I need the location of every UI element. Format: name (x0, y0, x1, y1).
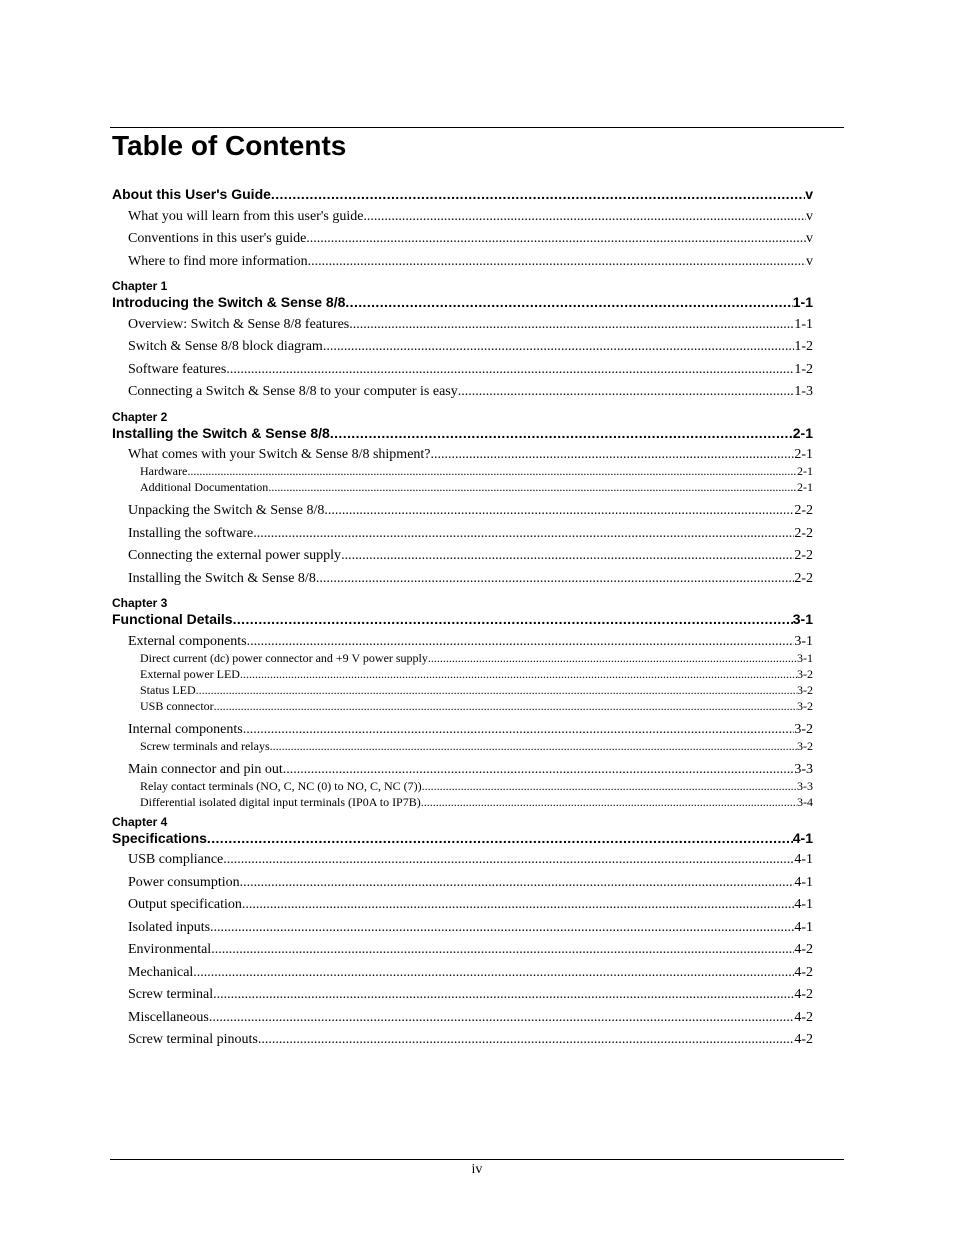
toc-entry-title: Output specification (128, 897, 242, 912)
toc-page-number: 2-1 (794, 447, 813, 462)
toc-entry-title: Conventions in this user's guide (128, 231, 307, 246)
toc-entry-title: Overview: Switch & Sense 8/8 features (128, 316, 350, 332)
dot-leader (243, 721, 795, 739)
toc-page-number: 3-1 (797, 650, 813, 665)
toc-entry-title: Software features (128, 361, 227, 377)
toc-entry-title: What comes with your Switch & Sense 8/8 shipment? (128, 447, 431, 462)
dot-leader (421, 795, 797, 810)
toc-entry-title: What you will learn from this user's guide (128, 208, 364, 224)
toc-page-number: 3-3 (797, 778, 813, 793)
toc-section-entry[interactable] (128, 1031, 813, 1049)
toc-entry-title: Specifications (112, 829, 207, 846)
toc-section-entry[interactable] (128, 253, 813, 271)
toc-entry-title: USB connector (140, 698, 214, 713)
toc-chapter-entry[interactable] (112, 829, 813, 847)
toc-page-number: 2-2 (794, 525, 813, 541)
toc-page-number: v (806, 208, 813, 224)
dot-leader (209, 1009, 794, 1027)
toc-section-entry[interactable] (128, 633, 813, 651)
toc-section-entry[interactable] (128, 502, 813, 520)
toc-section-entry[interactable] (128, 1009, 813, 1027)
dot-leader (193, 964, 794, 982)
toc-subsection-entry[interactable] (140, 779, 813, 794)
toc-page-number: 3-2 (797, 698, 813, 713)
toc-entry-title: Switch & Sense 8/8 block diagram (128, 339, 323, 354)
toc-page-number: 3-2 (797, 738, 813, 753)
toc-chapter-entry[interactable] (112, 185, 813, 203)
toc-entry-title: About this User's Guide (112, 186, 271, 202)
toc-entry-title: External components (128, 633, 247, 649)
toc-page-number: 4-1 (794, 897, 813, 912)
toc-page-number: 1-1 (794, 316, 813, 332)
toc-entry-title: Differential isolated digital input terminals (IP0A to IP7B) (140, 794, 421, 809)
toc-section-entry[interactable] (128, 316, 813, 334)
toc-entry-title: Connecting a Switch & Sense 8/8 to your computer is easy (128, 384, 458, 399)
toc-page-number: 2-1 (797, 480, 813, 494)
toc-section-entry[interactable] (128, 547, 813, 565)
dot-leader (196, 683, 797, 698)
toc-page-number: 3-2 (797, 666, 813, 681)
toc-subsection-entry[interactable] (140, 651, 813, 666)
dot-leader (271, 185, 805, 203)
toc-page-number: 4-2 (794, 964, 813, 980)
toc-page-number: 3-1 (792, 611, 813, 627)
toc-entry-title: Direct current (dc) power connector and +9 V power supply (140, 650, 428, 665)
toc-entry-title: Screw terminals and relays (140, 738, 270, 753)
toc-entry-title: Hardware (140, 464, 188, 478)
toc-page-number: 4-2 (794, 987, 813, 1002)
dot-leader (242, 896, 794, 914)
toc-entry-title: Installing the Switch & Sense 8/8 (112, 424, 330, 441)
toc-entry-title: USB compliance (128, 852, 224, 867)
toc-entry-title: Connecting the external power supply (128, 548, 342, 563)
page-title: Table of Contents (112, 130, 347, 161)
toc-entry-title: Mechanical (128, 964, 194, 980)
toc-entry-title: Relay contact terminals (NO, C, NC (0) to NO, C, NC (7)) (140, 778, 422, 793)
dot-leader (306, 230, 806, 248)
dot-leader (210, 919, 794, 937)
toc-chapter-entry[interactable] (112, 424, 813, 442)
toc-entry-title: Miscellaneous (128, 1009, 209, 1025)
toc-page-number: 1-1 (792, 294, 813, 310)
toc-page-number: 1-3 (794, 384, 813, 399)
dot-leader (214, 699, 797, 714)
toc-page-number: 3-1 (794, 633, 813, 649)
toc-entry-title: External power LED (140, 666, 240, 681)
dot-leader (187, 464, 797, 479)
toc-chapter-entry[interactable] (112, 293, 813, 311)
toc-section-entry[interactable] (128, 230, 813, 248)
footer-rule (110, 1159, 844, 1160)
toc-page-number: 2-2 (794, 548, 813, 563)
toc-entry-title: Unpacking the Switch & Sense 8/8 (128, 503, 325, 518)
toc-section-entry[interactable] (128, 446, 813, 464)
toc-entry-title: Introducing the Switch & Sense 8/8 (112, 294, 346, 310)
dot-leader (247, 633, 795, 651)
toc-subsection-entry[interactable] (140, 739, 813, 754)
toc-page-number: v (806, 253, 813, 269)
toc-subsection-entry[interactable] (140, 683, 813, 698)
toc-entry-title: Isolated inputs (128, 919, 211, 935)
chapter-label: Chapter 1 (112, 279, 168, 293)
toc-entry-title: Status LED (140, 682, 196, 697)
chapter-label: Chapter 4 (112, 814, 168, 829)
toc-page-number: 4-1 (794, 874, 813, 890)
dot-leader (422, 779, 797, 794)
dot-leader (323, 338, 795, 356)
toc-entry-title: Where to find more information (128, 253, 308, 269)
toc-subsection-entry[interactable] (140, 480, 813, 495)
toc-section-entry[interactable] (128, 896, 813, 914)
page-number: iv (471, 1162, 483, 1177)
dot-leader (233, 610, 793, 628)
toc-entry-title: Environmental (128, 942, 212, 957)
dot-leader (268, 480, 797, 495)
dot-leader (428, 651, 797, 666)
toc-section-entry[interactable] (128, 208, 813, 226)
toc-page-number: 4-1 (792, 829, 813, 846)
dot-leader (223, 851, 794, 869)
toc-entry-title: Installing the software (128, 525, 254, 541)
dot-leader (349, 316, 794, 334)
dot-leader (270, 739, 797, 754)
toc-section-entry[interactable] (128, 338, 813, 356)
toc-page-number: 3-2 (794, 721, 813, 737)
toc-section-entry[interactable] (128, 986, 813, 1004)
toc-entry-title: Screw terminal (128, 987, 214, 1002)
toc-page-number: 4-2 (794, 1032, 813, 1047)
dot-leader (283, 761, 795, 779)
toc-section-entry[interactable] (128, 851, 813, 869)
toc-page-number: 3-2 (797, 682, 813, 697)
toc-subsection-entry[interactable] (140, 795, 813, 810)
toc-section-entry[interactable] (128, 570, 813, 588)
dot-leader (226, 361, 794, 379)
dot-leader (240, 874, 795, 892)
dot-leader (458, 383, 795, 401)
toc-page-number: 4-2 (794, 1009, 813, 1025)
toc-page-number: 3-3 (794, 761, 813, 777)
toc-subsection-entry[interactable] (140, 464, 813, 479)
toc-page-number: 4-1 (794, 852, 813, 867)
toc-subsection-entry[interactable] (140, 699, 813, 714)
toc-page-number: 4-1 (794, 919, 813, 935)
toc-section-entry[interactable] (128, 721, 813, 739)
dot-leader (240, 667, 797, 682)
toc-page-number: 2-2 (794, 503, 813, 518)
dot-leader (363, 208, 806, 226)
toc-page-number: 1-2 (794, 339, 813, 354)
toc-section-entry[interactable] (128, 964, 813, 982)
dot-leader (308, 253, 806, 271)
dot-leader (345, 293, 792, 311)
toc-entry-title: Internal components (128, 721, 243, 737)
toc-section-entry[interactable] (128, 525, 813, 543)
dot-leader (253, 525, 794, 543)
toc-entry-title: Functional Details (112, 611, 233, 627)
toc-page-number: 1-2 (794, 361, 813, 377)
toc-section-entry[interactable] (128, 761, 813, 779)
dot-leader (330, 424, 793, 442)
toc-page-number: 2-1 (797, 464, 813, 478)
dot-leader (207, 829, 793, 847)
dot-leader (213, 986, 794, 1004)
toc-entry-title: Screw terminal pinouts (128, 1032, 258, 1047)
chapter-label: Chapter 2 (112, 409, 168, 424)
toc-page-number: 4-2 (794, 942, 813, 957)
dot-leader (324, 502, 794, 520)
toc-entry-title: Power consumption (128, 874, 240, 890)
dot-leader (316, 570, 795, 588)
toc-page-number: 3-4 (797, 794, 813, 809)
dot-leader (341, 547, 794, 565)
dot-leader (211, 941, 794, 959)
toc-section-entry[interactable] (128, 941, 813, 959)
dot-leader (431, 446, 795, 464)
toc-entry-title: Main connector and pin out (128, 761, 283, 777)
chapter-label: Chapter 3 (112, 596, 168, 610)
toc-section-entry[interactable] (128, 874, 813, 892)
dot-leader (258, 1031, 794, 1049)
toc-section-entry[interactable] (128, 383, 813, 401)
toc-subsection-entry[interactable] (140, 667, 813, 682)
toc-page-number: v (806, 231, 813, 246)
toc-section-entry[interactable] (128, 361, 813, 379)
toc-section-entry[interactable] (128, 919, 813, 937)
toc-entry-title: Installing the Switch & Sense 8/8 (128, 570, 316, 586)
toc-page-number: v (805, 186, 813, 202)
toc-entry-title: Additional Documentation (140, 480, 269, 494)
toc-page-number: 2-2 (794, 570, 813, 586)
toc-chapter-entry[interactable] (112, 610, 813, 628)
toc-page-number: 2-1 (792, 424, 813, 441)
